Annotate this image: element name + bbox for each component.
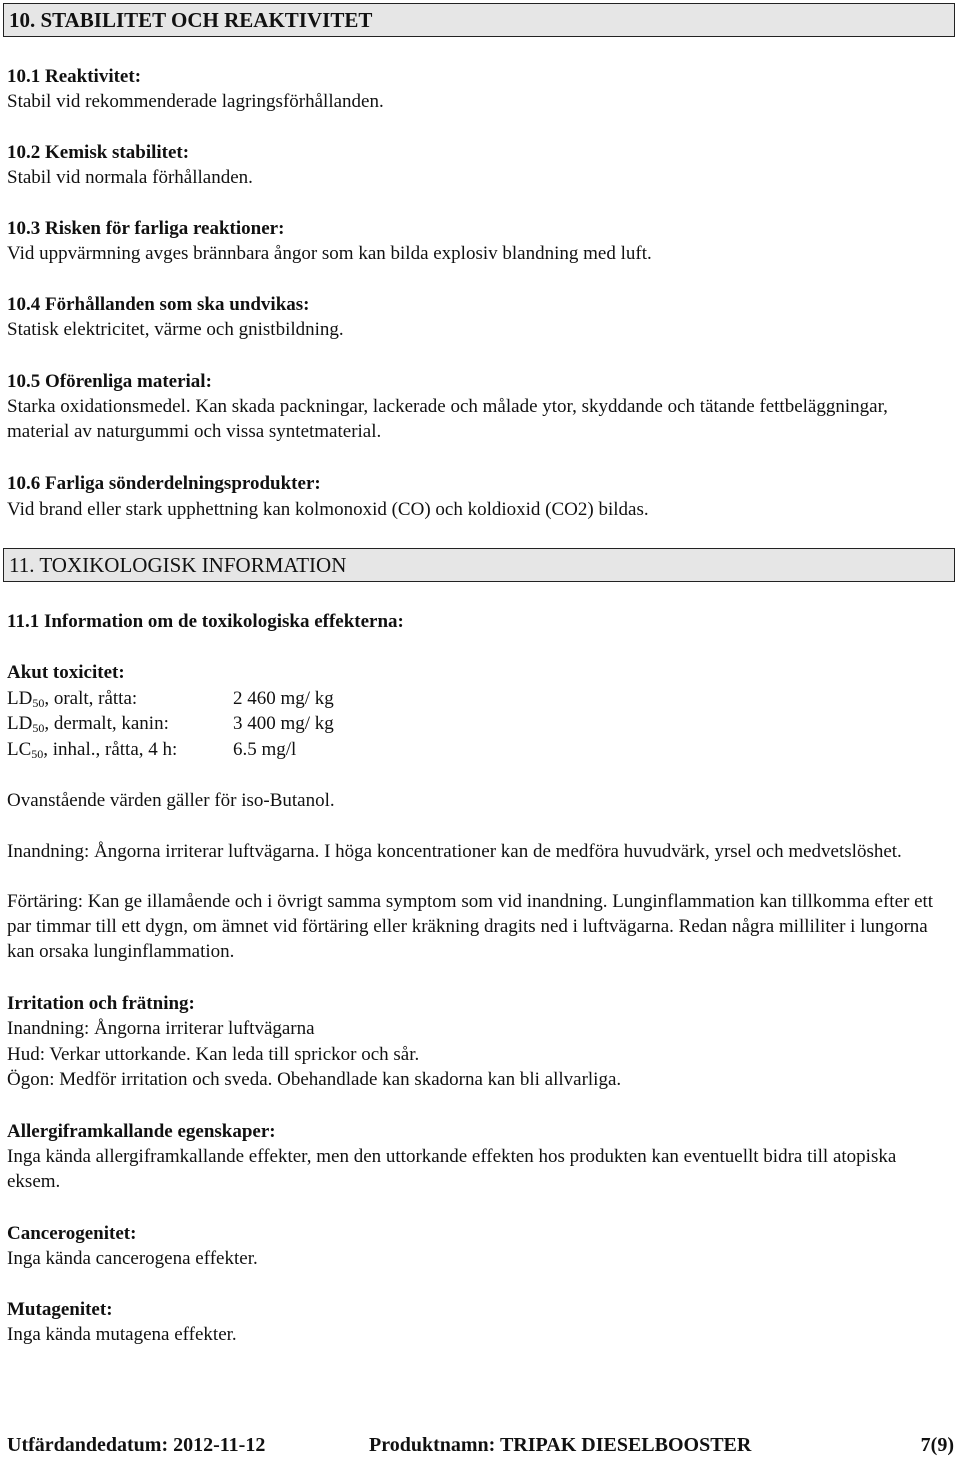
cancer-title: Cancerogenitet: [7,1223,137,1244]
ingestion-text: Förtäring: Kan ge illamående och i övrigt samma symptom som vid inandning. Lunginflammation kan tillkomma efter ett par timmar till ett dygn, om ämnet vid förtäring eller kräkning dragits ned i luftvägarna. Redan några milliliter i lungorna kan orsaka lunginflammation. [7,891,934,962]
allergy-text: Inga kända allergiframkallande effekter, men den uttorkande effekten hos produkten kan eventuellt bidra till atopiska eksem. [7,1146,897,1192]
subsection-10-2-text: Stabil vid normala förhållanden. [7,167,253,188]
tox-row-label: $LD_{50}$, oralt, råtta: [7,688,138,710]
subsection-10-3-text: Vid uppvärmning avges brännbara ångor som kan bilda explosiv blandning med luft. [7,243,652,264]
subsection-10-5-title: 10.5 Oförenliga material: [7,371,212,392]
footer-issue-date: Utfärdandedatum: 2012-11-12 [7,1434,266,1456]
subsection-10-6-text: Vid brand eller stark upphettning kan kolmonoxid (CO) och koldioxid (CO2) bildas. [7,499,649,520]
subsection-11-1-title: 11.1 Information om de toxikologiska effekterna: [7,611,404,632]
mutagen-text: Inga kända mutagena effekter. [7,1324,237,1345]
tox-row-value: 3 400 mg/ kg [233,713,334,734]
tox-row-value: 6.5 mg/l [233,739,297,760]
footer-product-name: Produktnamn: TRIPAK DIESELBOOSTER [369,1434,752,1456]
mutagen-title: Mutagenitet: [7,1299,113,1320]
subsection-10-2-title: 10.2 Kemisk stabilitet: [7,142,190,163]
tox-row-value: 2 460 mg/ kg [233,688,334,709]
tox-note: Ovanstående värden gäller för iso-Butanol. [7,790,335,811]
irritation-eyes: Ögon: Medför irritation och sveda. Obehandlade kan skadorna kan bli allvarliga. [7,1069,622,1090]
irritation-title: Irritation och frätning: [7,993,195,1014]
cancer-text: Inga kända cancerogena effekter. [7,1248,258,1269]
irritation-skin: Hud: Verkar uttorkande. Kan leda till sprickor och sår. [7,1044,420,1065]
footer-page-number: 7(9) [920,1434,954,1456]
subsection-10-1-title: 10.1 Reaktivitet: [7,66,142,87]
subsection-10-1-text: Stabil vid rekommenderade lagringsförhållanden. [7,91,384,112]
irritation-inhalation: Inandning: Ångorna irriterar luftvägarna [7,1018,315,1039]
allergy-title: Allergiframkallande egenskaper: [7,1121,276,1142]
acute-toxicity-title: Akut toxicitet: [7,662,125,683]
subsection-10-4-text: Statisk elektricitet, värme och gnistbildning. [7,319,344,340]
section-10-header: 10. STABILITET OCH REAKTIVITET [3,3,955,37]
inhalation-text: Inandning: Ångorna irriterar luftvägarna. I höga koncentrationer kan de medföra huvudvärk, yrsel och medvetslöshet. [7,841,902,862]
subsection-10-3-title: 10.3 Risken för farliga reaktioner: [7,218,285,239]
tox-row-label: $LC_{50}$, inhal., råtta, 4 h: [7,739,178,761]
subsection-10-5-text: Starka oxidationsmedel. Kan skada packningar, lackerade och målade ytor, skyddande och tätande fettbeläggningar, material av naturgummi och vissa syntetmaterial. [7,396,888,442]
section-11-header: 11. TOXIKOLOGISK INFORMATION [3,548,955,582]
tox-row-label: $LD_{50}$, dermalt, kanin: [7,713,169,735]
subsection-10-6-title: 10.6 Farliga sönderdelningsprodukter: [7,473,321,494]
subsection-10-4-title: 10.4 Förhållanden som ska undvikas: [7,294,310,315]
